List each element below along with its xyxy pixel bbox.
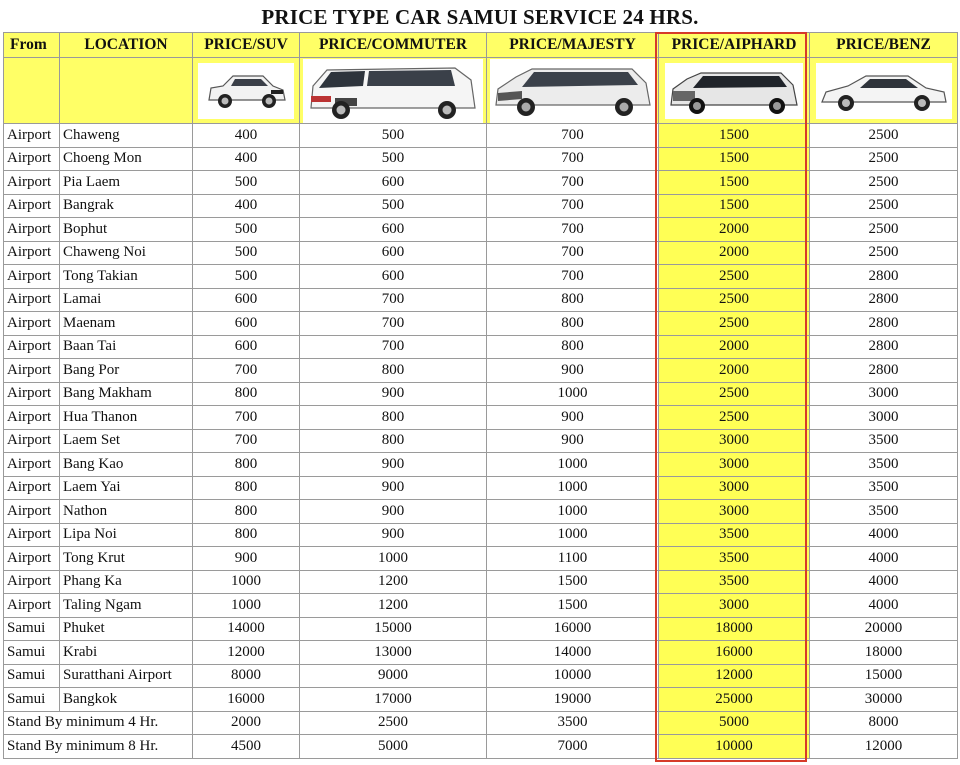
price-majesty-cell: 19000 (487, 688, 659, 712)
price-suv-cell: 600 (193, 288, 300, 312)
location-cell: Taling Ngam (60, 594, 193, 618)
location-cell: Choeng Mon (60, 147, 193, 171)
price-benz-cell: 3500 (810, 429, 958, 453)
price-suv-cell: 800 (193, 500, 300, 524)
price-majesty-cell: 900 (487, 429, 659, 453)
price-majesty-cell: 700 (487, 147, 659, 171)
price-majesty-cell: 3500 (487, 711, 659, 735)
price-suv-cell: 500 (193, 241, 300, 265)
from-cell: Airport (4, 218, 60, 242)
from-cell: Airport (4, 429, 60, 453)
location-cell: Krabi (60, 641, 193, 665)
from-cell: Airport (4, 335, 60, 359)
from-cell: Airport (4, 570, 60, 594)
from-cell: Airport (4, 453, 60, 477)
from-cell: Samui (4, 688, 60, 712)
location-cell: Lipa Noi (60, 523, 193, 547)
table-row (4, 382, 958, 406)
table-row (4, 288, 958, 312)
from-cell: Airport (4, 382, 60, 406)
location-cell: Suratthani Airport (60, 664, 193, 688)
price-commuter-cell: 800 (300, 406, 487, 430)
price-aiphard-cell: 2000 (659, 335, 810, 359)
header-price-aiphard: PRICE/AIPHARD (659, 33, 810, 58)
location-cell: Chaweng (60, 124, 193, 148)
header-price-commuter: PRICE/COMMUTER (300, 33, 487, 58)
price-commuter-cell: 600 (300, 241, 487, 265)
price-aiphard-cell: 1500 (659, 171, 810, 195)
price-benz-cell: 2500 (810, 147, 958, 171)
table-row (4, 641, 958, 665)
price-commuter-cell: 17000 (300, 688, 487, 712)
price-suv-cell: 1000 (193, 594, 300, 618)
empty-cell (4, 58, 60, 124)
price-commuter-cell: 500 (300, 124, 487, 148)
location-cell: Bang Por (60, 359, 193, 383)
from-cell: Samui (4, 664, 60, 688)
location-cell: Bangrak (60, 194, 193, 218)
from-cell: Airport (4, 124, 60, 148)
price-commuter-cell: 900 (300, 476, 487, 500)
price-suv-cell: 4500 (193, 735, 300, 759)
price-majesty-cell: 700 (487, 194, 659, 218)
price-majesty-cell: 7000 (487, 735, 659, 759)
location-cell: Phuket (60, 617, 193, 641)
price-aiphard-cell: 1500 (659, 124, 810, 148)
location-cell: Hua Thanon (60, 406, 193, 430)
price-benz-cell: 20000 (810, 617, 958, 641)
table-row (4, 147, 958, 171)
price-aiphard-cell: 5000 (659, 711, 810, 735)
price-aiphard-cell: 3000 (659, 500, 810, 524)
white-van-icon (303, 59, 483, 123)
price-aiphard-cell: 1500 (659, 194, 810, 218)
from-cell: Airport (4, 171, 60, 195)
price-majesty-cell: 700 (487, 218, 659, 242)
price-commuter-cell: 800 (300, 429, 487, 453)
standby-row (4, 711, 958, 735)
price-majesty-cell: 900 (487, 406, 659, 430)
price-majesty-cell: 16000 (487, 617, 659, 641)
price-majesty-cell: 14000 (487, 641, 659, 665)
price-aiphard-cell: 16000 (659, 641, 810, 665)
white-majesty-minivan-icon (490, 59, 656, 123)
price-majesty-cell: 800 (487, 312, 659, 336)
price-benz-cell: 2800 (810, 312, 958, 336)
price-suv-cell: 800 (193, 382, 300, 406)
price-suv-cell: 600 (193, 335, 300, 359)
header-from: From (4, 33, 60, 58)
price-majesty-cell: 900 (487, 359, 659, 383)
table-row (4, 523, 958, 547)
header-location: LOCATION (60, 33, 193, 58)
location-cell: Maenam (60, 312, 193, 336)
location-cell: Bophut (60, 218, 193, 242)
aiphard-image-cell (659, 58, 810, 124)
price-aiphard-cell: 18000 (659, 617, 810, 641)
price-commuter-cell: 900 (300, 382, 487, 406)
table-row (4, 312, 958, 336)
from-cell: Samui (4, 641, 60, 665)
price-commuter-cell: 800 (300, 359, 487, 383)
price-aiphard-cell: 3500 (659, 547, 810, 571)
price-benz-cell: 2500 (810, 194, 958, 218)
price-commuter-cell: 1200 (300, 570, 487, 594)
from-cell: Airport (4, 406, 60, 430)
price-commuter-cell: 13000 (300, 641, 487, 665)
from-cell: Airport (4, 265, 60, 289)
table-row (4, 335, 958, 359)
price-benz-cell: 4000 (810, 547, 958, 571)
price-aiphard-cell: 25000 (659, 688, 810, 712)
price-majesty-cell: 1000 (487, 523, 659, 547)
price-aiphard-cell: 3500 (659, 523, 810, 547)
header-price-majesty: PRICE/MAJESTY (487, 33, 659, 58)
price-commuter-cell: 700 (300, 288, 487, 312)
price-aiphard-cell: 2500 (659, 406, 810, 430)
location-cell: Phang Ka (60, 570, 193, 594)
car-image-row (4, 58, 958, 124)
table-row (4, 241, 958, 265)
table-row (4, 359, 958, 383)
white-benz-sedan-icon (816, 63, 952, 119)
price-benz-cell: 18000 (810, 641, 958, 665)
commuter-image-cell (300, 58, 487, 124)
table-row (4, 453, 958, 477)
table-row (4, 617, 958, 641)
price-suv-cell: 700 (193, 429, 300, 453)
header-row (4, 33, 958, 58)
table-row (4, 429, 958, 453)
price-suv-cell: 800 (193, 523, 300, 547)
from-cell: Airport (4, 500, 60, 524)
price-benz-cell: 2500 (810, 218, 958, 242)
price-suv-cell: 8000 (193, 664, 300, 688)
price-aiphard-cell: 3000 (659, 476, 810, 500)
price-suv-cell: 12000 (193, 641, 300, 665)
price-suv-cell: 500 (193, 218, 300, 242)
price-suv-cell: 500 (193, 265, 300, 289)
price-commuter-cell: 600 (300, 265, 487, 289)
location-cell: Baan Tai (60, 335, 193, 359)
price-aiphard-cell: 10000 (659, 735, 810, 759)
price-commuter-cell: 5000 (300, 735, 487, 759)
price-benz-cell: 2800 (810, 335, 958, 359)
price-aiphard-cell: 2000 (659, 241, 810, 265)
price-majesty-cell: 10000 (487, 664, 659, 688)
majesty-image-cell (487, 58, 659, 124)
price-benz-cell: 3500 (810, 476, 958, 500)
price-commuter-cell: 900 (300, 453, 487, 477)
price-benz-cell: 2800 (810, 288, 958, 312)
price-aiphard-cell: 3000 (659, 429, 810, 453)
price-suv-cell: 700 (193, 359, 300, 383)
price-commuter-cell: 700 (300, 335, 487, 359)
from-cell: Airport (4, 547, 60, 571)
location-cell: Nathon (60, 500, 193, 524)
price-suv-cell: 14000 (193, 617, 300, 641)
price-benz-cell: 3000 (810, 406, 958, 430)
standby-row (4, 735, 958, 759)
price-benz-cell: 2800 (810, 265, 958, 289)
from-cell: Airport (4, 241, 60, 265)
price-suv-cell: 1000 (193, 570, 300, 594)
price-commuter-cell: 900 (300, 500, 487, 524)
header-price-suv: PRICE/SUV (193, 33, 300, 58)
price-aiphard-cell: 2500 (659, 288, 810, 312)
price-aiphard-cell: 2000 (659, 359, 810, 383)
from-cell: Airport (4, 147, 60, 171)
price-commuter-cell: 9000 (300, 664, 487, 688)
price-benz-cell: 4000 (810, 523, 958, 547)
price-commuter-cell: 900 (300, 523, 487, 547)
table-row (4, 194, 958, 218)
price-commuter-cell: 600 (300, 218, 487, 242)
white-suv-icon (198, 63, 294, 119)
price-suv-cell: 700 (193, 406, 300, 430)
from-cell: Airport (4, 194, 60, 218)
price-majesty-cell: 700 (487, 124, 659, 148)
price-aiphard-cell: 2500 (659, 312, 810, 336)
price-commuter-cell: 1000 (300, 547, 487, 571)
price-aiphard-cell: 1500 (659, 147, 810, 171)
price-suv-cell: 16000 (193, 688, 300, 712)
price-commuter-cell: 700 (300, 312, 487, 336)
table-row (4, 218, 958, 242)
price-benz-cell: 2500 (810, 124, 958, 148)
table-row (4, 688, 958, 712)
price-commuter-cell: 2500 (300, 711, 487, 735)
table-row (4, 570, 958, 594)
price-benz-cell: 3500 (810, 500, 958, 524)
price-suv-cell: 800 (193, 476, 300, 500)
price-aiphard-cell: 3500 (659, 570, 810, 594)
price-benz-cell: 2500 (810, 171, 958, 195)
from-cell: Airport (4, 312, 60, 336)
suv-image-cell (193, 58, 300, 124)
price-majesty-cell: 1500 (487, 594, 659, 618)
location-cell: Lamai (60, 288, 193, 312)
price-aiphard-cell: 2500 (659, 265, 810, 289)
price-majesty-cell: 1000 (487, 476, 659, 500)
price-suv-cell: 400 (193, 147, 300, 171)
location-cell: Laem Set (60, 429, 193, 453)
price-majesty-cell: 800 (487, 335, 659, 359)
table-row (4, 547, 958, 571)
price-benz-cell: 30000 (810, 688, 958, 712)
location-cell: Tong Krut (60, 547, 193, 571)
location-cell: Bang Makham (60, 382, 193, 406)
location-cell: Tong Takian (60, 265, 193, 289)
price-aiphard-cell: 12000 (659, 664, 810, 688)
price-suv-cell: 400 (193, 124, 300, 148)
price-suv-cell: 2000 (193, 711, 300, 735)
price-benz-cell: 2800 (810, 359, 958, 383)
price-majesty-cell: 1000 (487, 500, 659, 524)
price-majesty-cell: 1000 (487, 453, 659, 477)
price-aiphard-cell: 3000 (659, 453, 810, 477)
location-cell: Bang Kao (60, 453, 193, 477)
from-cell: Airport (4, 523, 60, 547)
price-benz-cell: 8000 (810, 711, 958, 735)
price-table-body (4, 124, 958, 759)
table-row (4, 124, 958, 148)
price-aiphard-cell: 3000 (659, 594, 810, 618)
price-commuter-cell: 15000 (300, 617, 487, 641)
table-row (4, 500, 958, 524)
table-row (4, 664, 958, 688)
price-commuter-cell: 500 (300, 147, 487, 171)
from-cell: Samui (4, 617, 60, 641)
table-row (4, 171, 958, 195)
price-suv-cell: 600 (193, 312, 300, 336)
table-row (4, 594, 958, 618)
price-benz-cell: 15000 (810, 664, 958, 688)
price-majesty-cell: 700 (487, 241, 659, 265)
price-benz-cell: 2500 (810, 241, 958, 265)
benz-image-cell (810, 58, 958, 124)
from-cell: Airport (4, 288, 60, 312)
price-commuter-cell: 600 (300, 171, 487, 195)
price-table (3, 32, 958, 759)
price-majesty-cell: 1000 (487, 382, 659, 406)
price-aiphard-cell: 2500 (659, 382, 810, 406)
from-cell: Airport (4, 359, 60, 383)
price-commuter-cell: 500 (300, 194, 487, 218)
price-majesty-cell: 700 (487, 265, 659, 289)
sheet-title: PRICE TYPE CAR SAMUI SERVICE 24 HRS. (261, 5, 699, 29)
price-majesty-cell: 1100 (487, 547, 659, 571)
price-suv-cell: 800 (193, 453, 300, 477)
price-majesty-cell: 800 (487, 288, 659, 312)
price-suv-cell: 500 (193, 171, 300, 195)
price-majesty-cell: 700 (487, 171, 659, 195)
price-benz-cell: 4000 (810, 570, 958, 594)
location-cell: Chaweng Noi (60, 241, 193, 265)
empty-cell (60, 58, 193, 124)
location-cell: Pia Laem (60, 171, 193, 195)
location-cell: Bangkok (60, 688, 193, 712)
price-suv-cell: 900 (193, 547, 300, 571)
standby-label-cell: Stand By minimum 8 Hr. (4, 735, 193, 759)
standby-label-cell: Stand By minimum 4 Hr. (4, 711, 193, 735)
table-row (4, 265, 958, 289)
location-cell: Laem Yai (60, 476, 193, 500)
header-price-benz: PRICE/BENZ (810, 33, 958, 58)
from-cell: Airport (4, 476, 60, 500)
price-aiphard-cell: 2000 (659, 218, 810, 242)
table-row (4, 476, 958, 500)
price-benz-cell: 3000 (810, 382, 958, 406)
price-suv-cell: 400 (193, 194, 300, 218)
price-benz-cell: 3500 (810, 453, 958, 477)
price-majesty-cell: 1500 (487, 570, 659, 594)
table-row (4, 406, 958, 430)
price-commuter-cell: 1200 (300, 594, 487, 618)
price-benz-cell: 4000 (810, 594, 958, 618)
price-benz-cell: 12000 (810, 735, 958, 759)
from-cell: Airport (4, 594, 60, 618)
black-alphard-minivan-icon (665, 63, 803, 119)
